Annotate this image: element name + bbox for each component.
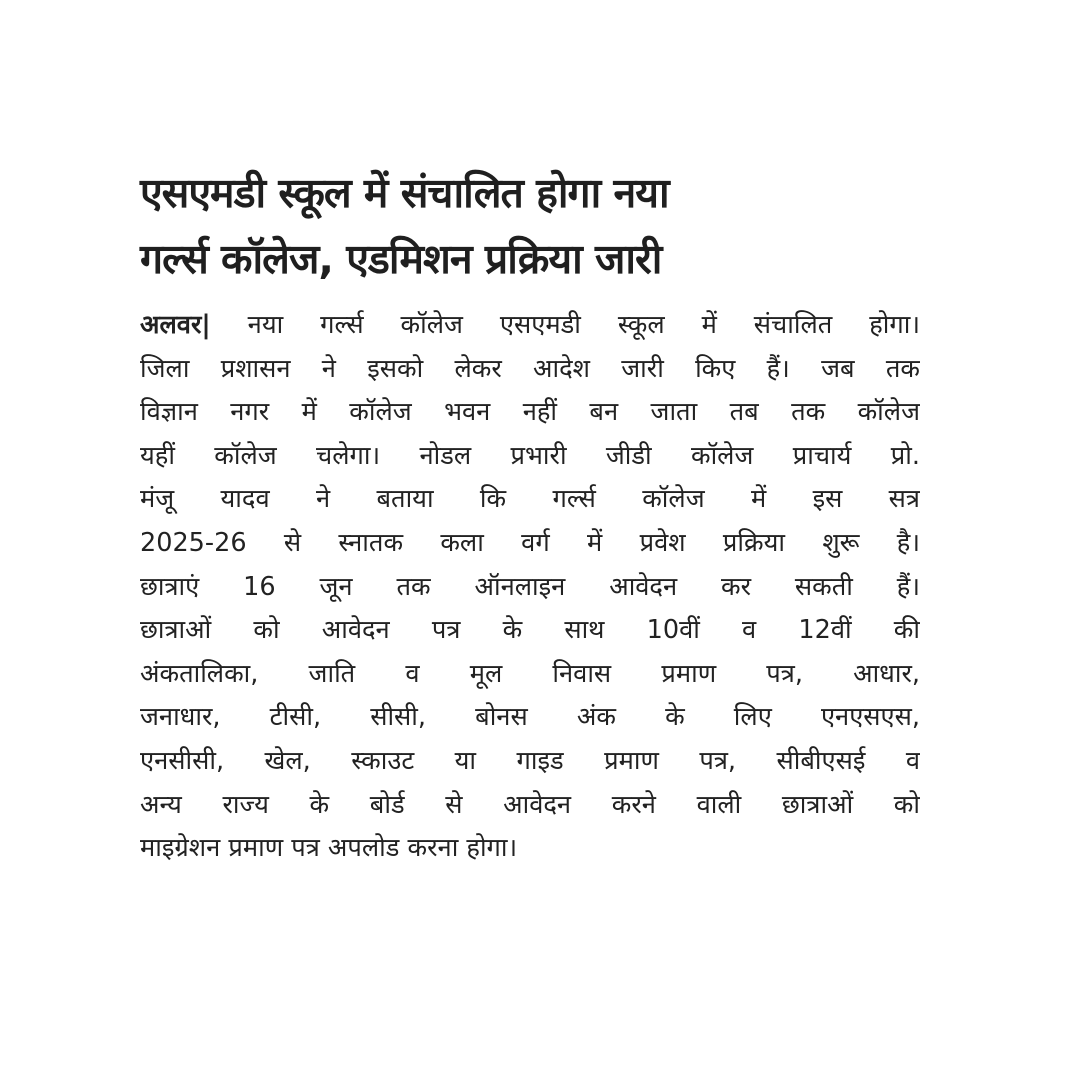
body-line-11: एनसीसी, खेल, स्काउट या गाइड प्रमाण पत्र, सीबीएसई व <box>140 745 920 776</box>
body-line-12: अन्य राज्य के बोर्ड से आवेदन करने वाली छात्राओं को <box>140 789 920 820</box>
headline-line-2: गर्ल्स कॉलेज, एडमिशन प्रक्रिया जारी <box>140 235 662 283</box>
headline-line-1: एसएमडी स्कूल में संचालित होगा नया <box>140 169 669 217</box>
body-line-10: जनाधार, टीसी, सीसी, बोनस अंक के लिए एनएसएस, <box>140 702 920 733</box>
dateline: अलवर| <box>140 310 211 340</box>
body-line-1-text: नया गर्ल्स कॉलेज एसएमडी स्कूल में संचालित होगा। <box>210 310 920 340</box>
body-line-13: माइग्रेशन प्रमाण पत्र अपलोड करना होगा। <box>140 833 518 864</box>
body-line-7: छात्राएं 16 जून तक ऑनलाइन आवेदन कर सकती हैं। <box>140 571 920 602</box>
article-body <box>140 304 920 871</box>
headline <box>140 160 920 292</box>
body-line-5: मंजू यादव ने बताया कि गर्ल्स कॉलेज में इस सत्र <box>140 484 920 515</box>
body-line-8: छात्राओं को आवेदन पत्र के साथ 10वीं व 12वीं की <box>140 615 920 646</box>
body-line-6: 2025-26 से स्नातक कला वर्ग में प्रवेश प्रक्रिया शुरू है। <box>140 527 920 558</box>
body-line-9: अंकतालिका, जाति व मूल निवास प्रमाण पत्र, आधार, <box>140 658 920 689</box>
body-line-3: विज्ञान नगर में कॉलेज भवन नहीं बन जाता तब तक कॉलेज <box>140 397 920 428</box>
news-clipping <box>140 160 920 960</box>
body-line-2: जिला प्रशासन ने इसको लेकर आदेश जारी किए हैं। जब तक <box>140 353 920 384</box>
body-line-4: यहीं कॉलेज चलेगा। नोडल प्रभारी जीडी कॉलेज प्राचार्य प्रो. <box>140 440 920 471</box>
body-line-1 <box>140 304 920 348</box>
